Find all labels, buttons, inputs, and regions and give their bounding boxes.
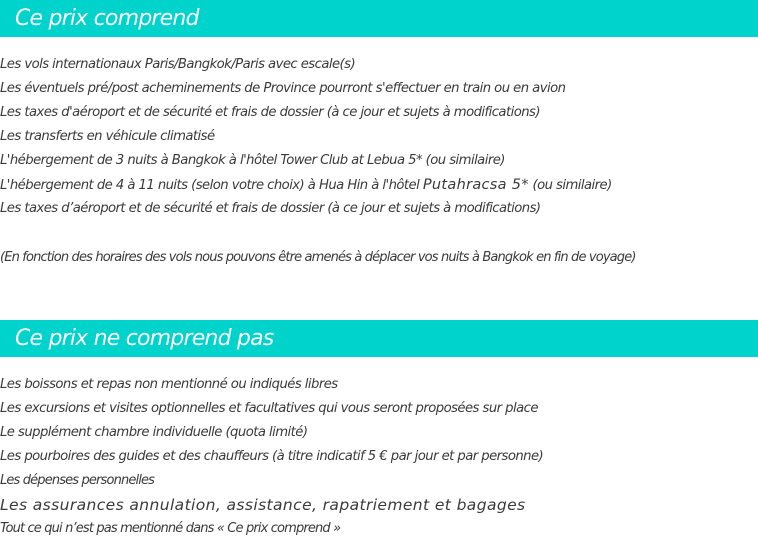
schedule-note: (En fonction des horaires des vols nous pouvons être amenés à déplacer vos nuits à Bangkok en fin de voyage) — [0, 250, 636, 265]
list-item: Les taxes d’aéroport et de sécurité et frais de dossier (à ce jour et sujets à modifications) — [0, 201, 541, 216]
hotel-name: Putahracsa 5* — [422, 177, 529, 193]
list-item: Les vols internationaux Paris/Bangkok/Paris avec escale(s) — [0, 57, 356, 72]
list-item: Tout ce qui n’est pas mentionné dans « Ce prix comprend » — [0, 521, 341, 536]
list-item: Les assurances annulation, assistance, rapatriement et bagages — [0, 496, 526, 514]
included-list — [0, 53, 612, 221]
list-item: Le supplément chambre individuelle (quota limité) — [0, 425, 308, 440]
list-item-text: (ou similaire) — [528, 178, 612, 193]
section-header-excluded: Ce prix ne comprend pas — [0, 320, 758, 357]
list-item — [0, 173, 612, 197]
list-item: L'hébergement de 3 nuits à Bangkok à l'hôtel Tower Club at Lebua 5* (ou similaire) — [0, 153, 505, 168]
list-item: Les pourboires des guides et des chauffeurs (à titre indicatif 5 € par jour et par personne) — [0, 449, 544, 464]
list-item: Les dépenses personnelles — [0, 473, 155, 488]
list-item: Les taxes d'aéroport et de sécurité et frais de dossier (à ce jour et sujets à modifications) — [0, 105, 540, 120]
section-header-included: Ce prix comprend — [0, 0, 758, 37]
excluded-list — [0, 373, 543, 541]
list-item: Les éventuels pré/post acheminements de Province pourront s'effectuer en train ou en avion — [0, 81, 566, 96]
list-item-text: L'hébergement de 4 à 11 nuits (selon votre choix) à Hua Hin à l'hôtel — [0, 178, 423, 193]
list-item: Les excursions et visites optionnelles et facultatives qui vous seront proposées sur place — [0, 401, 538, 416]
list-item: Les boissons et repas non mentionné ou indiqués libres — [0, 377, 338, 392]
list-item: Les transferts en véhicule climatisé — [0, 129, 215, 144]
